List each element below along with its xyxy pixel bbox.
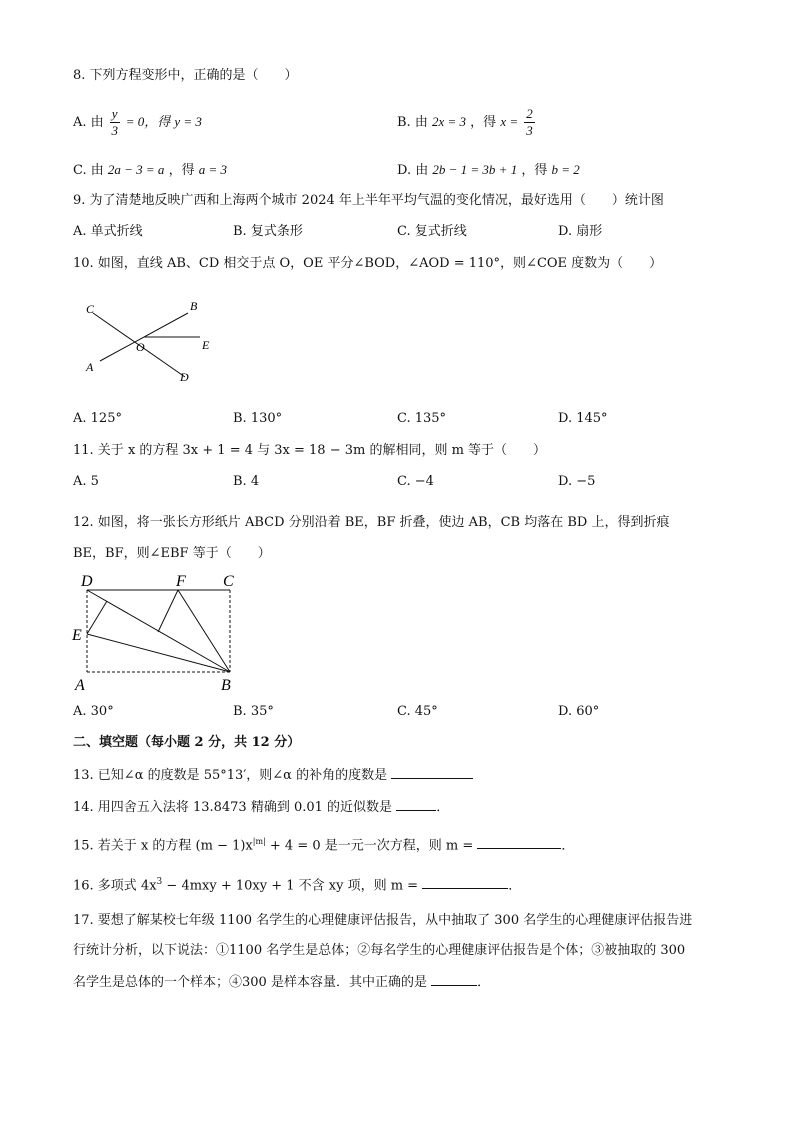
q10-label-o: O	[136, 340, 145, 354]
q8-d-result: b = 2	[551, 162, 580, 177]
q8-d-mid: ，得	[521, 163, 548, 178]
q12-label-a: A	[75, 677, 85, 694]
q16-exponent: 3	[156, 877, 163, 887]
q13-answer-blank[interactable]	[391, 765, 473, 779]
q8-b-pre: B. 由	[397, 115, 428, 130]
q12-stem-line2: BE，BF，则∠EBF 等于（ ）	[73, 546, 271, 561]
q17-text: 名学生是总体的一个样本；④300 是样本容量．其中正确的是	[73, 975, 427, 990]
q8-c-mid: ，得	[168, 163, 195, 178]
q13-text: 13. 已知∠α 的度数是 55°13′，则∠α 的补角的度数是	[73, 768, 388, 783]
q14-text: 14. 用四舍五入法将 13.8473 精确到 0.01 的近似数是	[73, 800, 393, 815]
section-heading-fill-in: 二、填空题（每小题 2 分，共 12 分）	[73, 735, 301, 750]
q8-b-fraction	[524, 106, 535, 139]
q16-text-post: − 4mxy + 10xy + 1 不含 xy 项，则 m =	[162, 878, 419, 894]
q12-option-c: C. 45°	[397, 704, 438, 719]
q8-c-equation: 2a − 3 = a	[107, 162, 165, 177]
q12-label-e: E	[72, 627, 82, 644]
q16-stem	[73, 873, 521, 895]
q8-a-fraction	[110, 106, 120, 139]
q11-option-c: C. −4	[397, 474, 434, 489]
q12-fold-fc	[158, 590, 178, 632]
q11-option-b: B. 4	[233, 474, 260, 489]
q15-period: ．	[561, 838, 575, 854]
q9-option-b: B. 复式条形	[233, 224, 303, 239]
q8-c-pre: C. 由	[73, 163, 104, 178]
q9-option-c: C. 复式折线	[397, 224, 467, 239]
q10-option-b: B. 130°	[233, 411, 283, 426]
q12-label-b: B	[221, 677, 231, 694]
q8-b-equation: 2x = 3	[431, 114, 467, 129]
q12-option-a: A. 30°	[73, 704, 114, 719]
q17-line2: 行统计分析，以下说法：①1100 名学生是总体；②每名学生的心理健康评估报告是个体；③被抽取的 300	[73, 943, 686, 958]
q16-text-pre: 16. 多项式 4x	[73, 878, 157, 894]
q17-line1: 17. 要想了解某校七年级 1100 名学生的心理健康评估报告，从中抽取了 300 名学生的心理健康评估报告进	[73, 913, 693, 928]
q12-option-d: D. 60°	[558, 704, 600, 719]
q8-option-c	[73, 161, 227, 180]
q17-answer-blank[interactable]	[431, 972, 477, 986]
q12-crease-be	[87, 634, 230, 672]
q10-label-e: E	[202, 338, 210, 352]
q12-stem-line1: 12. 如图，将一张长方形纸片 ABCD 分别沿着 BE，BF 折叠，使边 AB，CB 均落在 BD 上，得到折痕	[73, 515, 670, 530]
q8-b-numerator: 2	[526, 106, 533, 121]
q8-a-numerator: y	[111, 106, 118, 121]
q8-a-result: y = 3	[174, 114, 202, 129]
q12-crease-bf	[178, 590, 230, 672]
q10-label-c: C	[86, 302, 95, 316]
q16-answer-blank[interactable]	[422, 875, 508, 889]
q8-a-mid: = 0，得	[125, 114, 171, 129]
q9-option-a: A. 单式折线	[73, 224, 143, 239]
q10-label-d: D	[180, 370, 189, 384]
q8-d-equation: 2b − 1 = 3b + 1	[432, 162, 518, 177]
q10-option-a: A. 125°	[73, 411, 122, 426]
q15-text-pre: 15. 若关于 x 的方程 (m − 1)x	[73, 838, 253, 854]
q14-period: ．	[436, 800, 450, 815]
q9-option-d: D. 扇形	[558, 224, 603, 239]
q12-fold-ea	[87, 601, 107, 634]
q10-option-c: C. 135°	[397, 411, 447, 426]
q9-stem: 9. 为了清楚地反映广西和上海两个城市 2024 年上半年平均气温的变化情况，最好选用（ ）统计图	[73, 193, 664, 208]
q10-option-d: D. 145°	[558, 411, 608, 426]
q8-c-result: a = 3	[198, 162, 228, 177]
q8-option-a	[73, 106, 202, 139]
q8-a-pre: A. 由	[73, 115, 104, 130]
q12-label-c: C	[223, 573, 234, 590]
q15-exponent: |m|	[252, 837, 266, 846]
q12-label-d: D	[81, 573, 93, 590]
q12-figure	[70, 570, 250, 695]
q8-stem: 8. 下列方程变形中，正确的是（ ）	[73, 68, 298, 83]
q11-stem: 11. 关于 x 的方程 3x + 1 = 4 与 3x = 18 − 3m 的解相同，则 m 等于（ ）	[73, 443, 547, 458]
q8-b-mid: ，得	[470, 115, 497, 130]
q14-stem	[73, 797, 449, 817]
q15-text-post: + 4 = 0 是一元一次方程，则 m =	[265, 838, 474, 854]
q8-b-denominator: 3	[526, 123, 533, 138]
q8-option-d	[397, 161, 580, 180]
q10-figure	[78, 293, 218, 393]
q10-label-b: B	[190, 299, 198, 313]
q10-stem: 10. 如图，直线 AB、CD 相交于点 O，OE 平分∠BOD，∠AOD = 110°，则∠COE 度数为（ ）	[73, 256, 663, 271]
q8-b-lhs: x =	[500, 114, 519, 129]
q17-period: ．	[477, 975, 491, 990]
q13-stem	[73, 765, 473, 785]
q16-period: ．	[508, 878, 522, 894]
q11-option-d: D. −5	[558, 474, 596, 489]
q10-label-a: A	[86, 360, 94, 374]
q15-answer-blank[interactable]	[477, 835, 561, 849]
q8-a-denominator: 3	[111, 123, 118, 138]
q15-stem	[73, 833, 574, 855]
q11-option-a: A. 5	[73, 474, 99, 489]
q12-label-f: F	[176, 573, 186, 590]
q8-d-pre: D. 由	[397, 163, 429, 178]
q12-option-b: B. 35°	[233, 704, 274, 719]
q17-line3	[73, 972, 490, 992]
q8-option-b	[397, 106, 537, 139]
q14-answer-blank[interactable]	[396, 797, 436, 811]
